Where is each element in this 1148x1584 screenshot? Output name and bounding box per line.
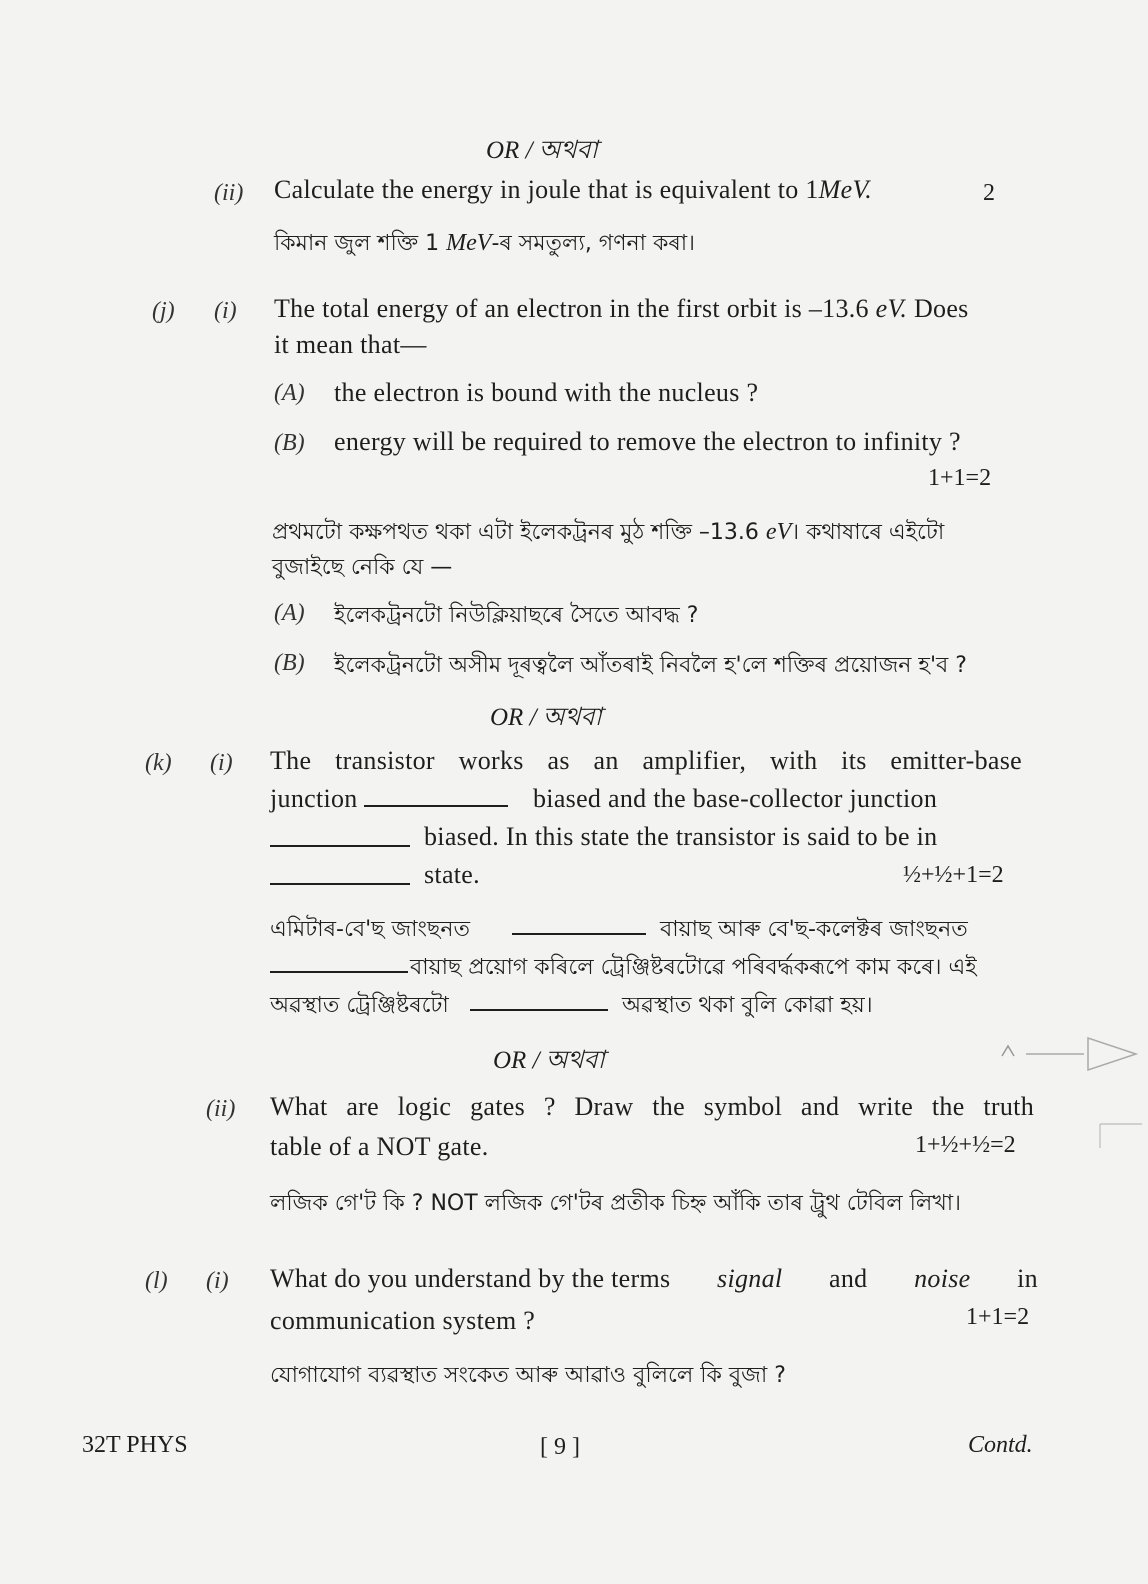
option-text: the electron is bound with the nucleus ? xyxy=(334,378,759,407)
question-text-assamese: অৱস্থাত ট্ৰেঞ্জিষ্টৰটো xyxy=(270,993,449,1018)
question-text xyxy=(274,294,969,324)
question-text: The transistor works as an amplifier, with its emitter-base xyxy=(270,746,1022,775)
question-text: state. xyxy=(424,860,480,889)
assamese-text-part: । কথাষাৰে এইটো xyxy=(791,520,945,545)
or-heading: OR / অথবা xyxy=(490,704,602,731)
question-text: table of a NOT gate. xyxy=(270,1132,489,1161)
unit-text: MeV xyxy=(446,230,492,256)
answer-blank xyxy=(270,827,410,852)
question-text-assamese xyxy=(274,226,695,263)
question-text: biased. In this state the transistor is said to be in xyxy=(424,822,938,851)
question-text-assamese xyxy=(272,515,944,552)
or-heading: OR / অথবা xyxy=(486,137,598,164)
question-letter: (l) xyxy=(145,1268,168,1294)
question-text-assamese: লজিক গে'ট কি ? NOT লজিক গে'টৰ প্ৰতীক চিহ্ন আঁকি তাৰ ট্ৰুথ টেবিল লিখা। xyxy=(270,1191,962,1216)
question-text-assamese: বুজাইছে নেকি যে — xyxy=(272,555,453,580)
question-letter: (k) xyxy=(145,750,172,776)
question-text-assamese: এমিটাৰ-বে'ছ জাংছনত xyxy=(270,917,470,942)
answer-blank xyxy=(470,991,608,1016)
question-letter: (j) xyxy=(152,298,175,324)
marks: 1+½+½=2 xyxy=(915,1132,1016,1158)
option-label: (B) xyxy=(274,430,305,456)
term-noise: noise xyxy=(914,1264,971,1293)
unit-text: MeV. xyxy=(818,175,873,204)
option-text-assamese: ইলেকট্ৰনটো নিউক্লিয়াছৰে সৈতে আবদ্ধ ? xyxy=(334,603,699,628)
marks: 1+1=2 xyxy=(928,465,992,491)
question-text-assamese: যোগাযোগ ব্যৱস্থাত সংকেত আৰু আৱাও বুলিলে কি বুজা ? xyxy=(270,1363,786,1388)
question-text-part: in xyxy=(1017,1264,1038,1293)
question-text-part: What do you understand by the terms xyxy=(270,1264,671,1293)
marks: ½+½+1=2 xyxy=(903,862,1004,888)
marks: 2 xyxy=(983,180,995,206)
assamese-text-part: প্ৰথমটো কক্ষপথত থকা এটা ইলেকট্ৰনৰ মুঠ শক্তি –13.6 xyxy=(272,520,759,545)
option-text-assamese: ইলেকট্ৰনটো অসীম দূৰত্বলৈ আঁতৰাই নিবলৈ হ'লে শক্তিৰ প্ৰয়োজন হ'ব ? xyxy=(334,653,967,678)
unit-text: eV xyxy=(765,519,792,545)
question-text-part: The total energy of an electron in the first orbit is –13.6 xyxy=(274,294,869,323)
option-label: (A) xyxy=(274,380,305,406)
question-number: (i) xyxy=(214,298,237,324)
unit-text: eV. xyxy=(875,294,908,323)
page-number: [ 9 ] xyxy=(540,1434,580,1460)
term-signal: signal xyxy=(717,1264,783,1293)
answer-blank xyxy=(512,915,646,940)
pencil-mark-graphic xyxy=(996,1028,1144,1148)
question-text xyxy=(274,175,872,205)
question-text-part: Calculate the energy in joule that is equivalent to 1 xyxy=(274,175,819,204)
marks: 1+1=2 xyxy=(966,1304,1030,1330)
or-heading: OR / অথবা xyxy=(493,1047,605,1074)
answer-blank xyxy=(270,865,410,890)
question-text-assamese: বায়াছ প্ৰয়োগ কৰিলে ট্ৰেঞ্জিষ্টৰটোৱে পৰিবৰ্দ্ধকৰূপে কাম কৰে। এই xyxy=(410,955,977,980)
question-text-part: Does xyxy=(913,294,969,323)
assamese-text-part: কিমান জুল শক্তি 1 xyxy=(274,231,440,256)
question-text-assamese: অৱস্থাত থকা বুলি কোৱা হয়। xyxy=(622,993,873,1018)
answer-blank xyxy=(270,953,408,978)
question-text xyxy=(270,784,508,814)
question-number: (ii) xyxy=(206,1096,236,1122)
question-number: (ii) xyxy=(214,180,244,206)
option-text: energy will be required to remove the electron to infinity ? xyxy=(334,427,961,456)
question-text xyxy=(270,1264,1038,1294)
assamese-text-part: -ৰ সমতুল্য, গণনা কৰা। xyxy=(491,231,696,256)
question-text-part: and xyxy=(829,1264,868,1293)
question-text: communication system ? xyxy=(270,1306,536,1335)
option-label: (B) xyxy=(274,650,305,676)
question-text: it mean that— xyxy=(274,330,427,359)
question-text-assamese: বায়াছ আৰু বে'ছ-কলেক্টৰ জাংছনত xyxy=(660,917,968,942)
paper-code: 32T PHYS xyxy=(82,1432,188,1458)
question-text: biased and the base-collector junction xyxy=(533,784,938,813)
continued-label: Contd. xyxy=(968,1432,1033,1458)
question-text-part: junction xyxy=(270,784,358,813)
question-number: (i) xyxy=(206,1268,229,1294)
option-label: (A) xyxy=(274,600,305,626)
answer-blank xyxy=(364,787,508,807)
question-text: What are logic gates ? Draw the symbol and write the truth xyxy=(270,1092,1034,1121)
question-number: (i) xyxy=(210,750,233,776)
